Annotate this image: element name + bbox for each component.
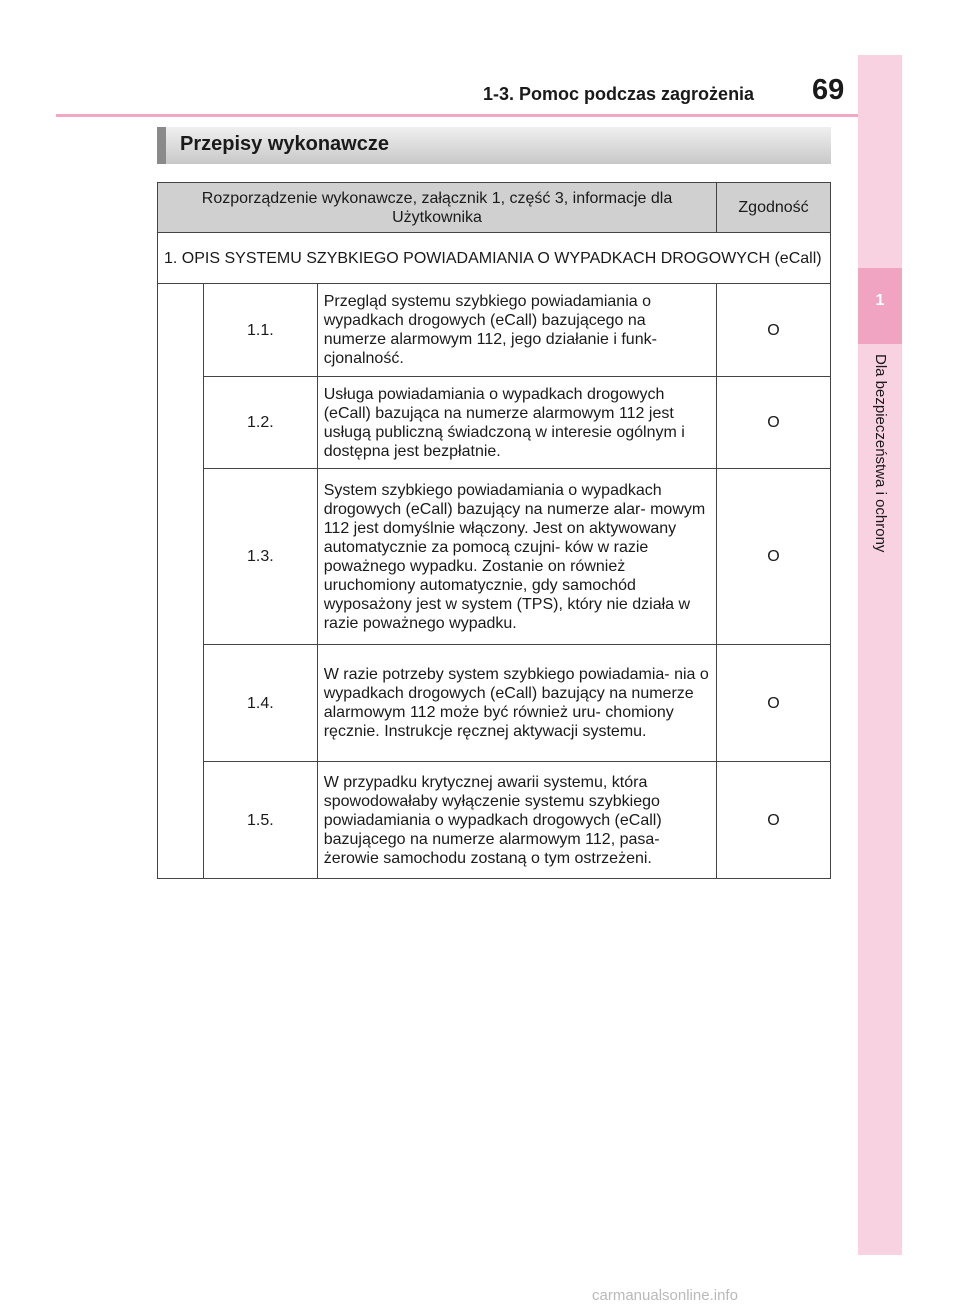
row-text: Usługa powiadamiania o wypadkach drogowych (eCall) bazująca na numerze alarmowym 112 jest usługą publiczną świadczoną w interesie ogólnym i dostępna jest bezpłatnie. xyxy=(317,377,716,469)
table-row xyxy=(158,762,831,879)
row-number: 1.3. xyxy=(203,469,317,645)
row-number: 1.1. xyxy=(203,284,317,377)
row-compliance-mark: O xyxy=(717,284,831,377)
row-text: Przegląd systemu szybkiego powiadamiania o wypadkach drogowych (eCall) bazującego na numerze alarmowym 112, jego działanie i funk- cjonalność. xyxy=(317,284,716,377)
indent-cell xyxy=(158,284,204,879)
regulation-table xyxy=(157,182,831,879)
row-compliance-mark: O xyxy=(717,377,831,469)
table-row xyxy=(158,645,831,762)
row-text: W razie potrzeby system szybkiego powiadamia- nia o wypadkach drogowych (eCall) bazujący na numerze alarmowym 112 może być również uru- chomiony ręcznie. Instrukcje ręcznej aktywacji systemu. xyxy=(317,645,716,762)
footer-watermark: carmanualsonline.info xyxy=(592,1287,738,1304)
row-compliance-mark: O xyxy=(717,469,831,645)
header-compliance: Zgodność xyxy=(717,183,831,233)
row-text: W przypadku krytycznej awarii systemu, która spowodowałaby wyłączenie systemu szybkiego powiadamiania o wypadkach drogowych (eCall) bazującego na numerze alarmowym 112, pasa- żerowie samochodu zostaną o tym ostrzeżeni. xyxy=(317,762,716,879)
row-compliance-mark: O xyxy=(717,762,831,879)
table-header-row xyxy=(158,183,831,233)
side-tab-label: Dla bezpieczeństwa i ochrony xyxy=(872,354,889,553)
page-number: 69 xyxy=(812,74,845,106)
header-rule xyxy=(56,114,858,117)
section-banner xyxy=(157,127,831,164)
row-number: 1.5. xyxy=(203,762,317,879)
section-title: Przepisy wykonawcze xyxy=(180,133,389,155)
row-text: System szybkiego powiadamiania o wypadkach drogowych (eCall) bazujący na numerze alar- mowym 112 jest domyślnie włączony. Jest on aktywowany automatycznie za pomocą czujni- ków w razie poważnego wypadku. Zostanie on również uruchomiony automatycznie, gdy samochód wyposażony jest w system (TPS), który nie działa w razie poważnego wypadku. xyxy=(317,469,716,645)
row-number: 1.2. xyxy=(203,377,317,469)
side-tab xyxy=(858,55,902,1255)
group-heading: 1. OPIS SYSTEMU SZYBKIEGO POWIADAMIANIA O WYPADKACH DROGOWYCH (eCall) xyxy=(158,233,831,284)
side-tab-number: 1 xyxy=(875,292,885,309)
table-row xyxy=(158,377,831,469)
table-row xyxy=(158,284,831,377)
row-number: 1.4. xyxy=(203,645,317,762)
row-compliance-mark: O xyxy=(717,645,831,762)
chapter-title: 1-3. Pomoc podczas zagrożenia xyxy=(483,84,755,104)
group-heading-row xyxy=(158,233,831,284)
table-row xyxy=(158,469,831,645)
header-description: Rozporządzenie wykonawcze, załącznik 1, część 3, informacje dla Użytkownika xyxy=(158,183,717,233)
